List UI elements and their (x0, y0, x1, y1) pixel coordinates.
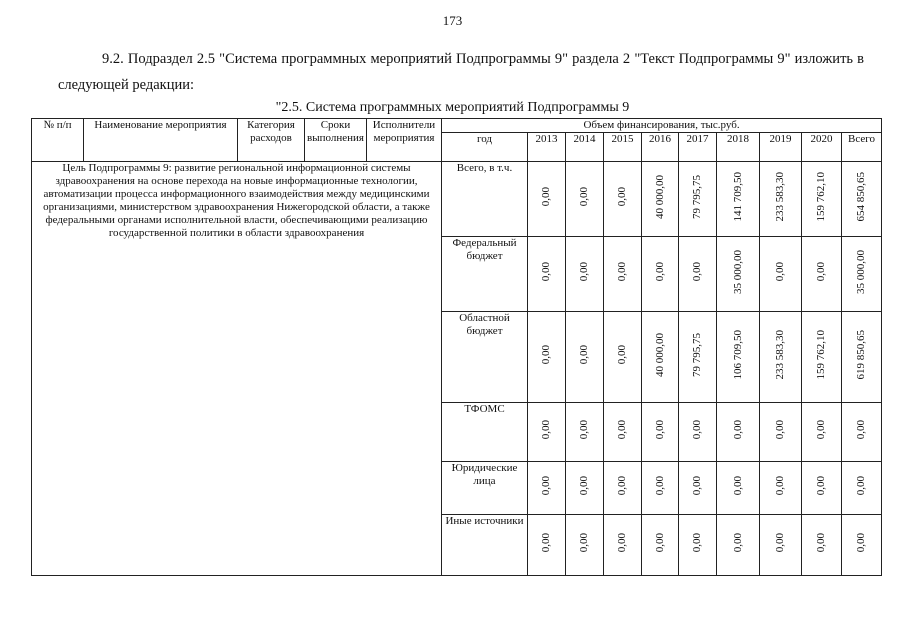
funding-source-label: Юридические лица (442, 462, 528, 515)
funding-value: 35 000,00 (731, 250, 744, 294)
funding-value: 0,00 (616, 476, 628, 496)
funding-value: 159 762,10 (815, 172, 827, 222)
program-activities-table (31, 118, 882, 576)
header-category: Категория расходов (238, 119, 305, 162)
header-terms: Сроки выполнения (305, 119, 367, 162)
header-year-5: 2018 (717, 133, 760, 162)
header-num: № п/п (32, 119, 84, 162)
funding-value: 0,00 (691, 476, 703, 496)
funding-value: 0,00 (653, 420, 666, 440)
header-executors: Исполнители мероприятия (367, 119, 442, 162)
funding-value: 0,00 (616, 420, 628, 440)
header-funding: Объем финансирования, тыс.руб. (442, 119, 882, 133)
funding-value: 0,00 (578, 262, 590, 282)
funding-value: 654 850,65 (855, 172, 868, 222)
header-name: Наименование мероприятия (84, 119, 238, 162)
funding-value: 619 850,65 (855, 330, 868, 380)
funding-value: 0,00 (815, 533, 827, 553)
funding-value: 0,00 (731, 420, 744, 440)
funding-value: 159 762,10 (815, 330, 827, 380)
funding-value: 35 000,00 (855, 250, 868, 294)
funding-value: 0,00 (815, 262, 827, 282)
funding-value: 0,00 (774, 533, 786, 553)
page-number: 173 (442, 13, 463, 28)
funding-value: 0,00 (616, 345, 628, 365)
funding-value: 0,00 (815, 476, 827, 496)
funding-value: 0,00 (578, 187, 590, 207)
funding-value: 0,00 (691, 533, 703, 553)
header-year-3: 2016 (642, 133, 679, 162)
funding-value: 0,00 (774, 420, 786, 440)
funding-value: 79 795,75 (691, 333, 703, 377)
funding-value: 0,00 (540, 533, 552, 553)
funding-value: 0,00 (731, 533, 744, 553)
funding-value: 40 000,00 (653, 333, 666, 377)
funding-value: 0,00 (731, 476, 744, 496)
header-year-7: 2020 (802, 133, 842, 162)
funding-value: 106 709,50 (731, 330, 744, 380)
goal-description: Цель Подпрограммы 9: развитие региональной информационной системы здравоохранения на основе перехода на новые информационные технологии, автоматизации процесса информационного взаимодействия между медицинскими организациями, министерством здравоохранения Нижегородской области, а также федеральными органами исполнительной власти, обеспечивающими реализацию государственной политики в области здравоохранения (32, 162, 442, 576)
funding-value: 0,00 (691, 262, 703, 282)
header-year-8: Всего (842, 133, 882, 162)
funding-value: 0,00 (540, 187, 552, 207)
funding-value: 0,00 (616, 533, 628, 553)
funding-source-label: Иные источники (442, 515, 528, 576)
funding-source-label: Федеральный бюджет (442, 237, 528, 312)
table-caption: "2.5. Система программных мероприятий Подпрограммы 9 (275, 100, 630, 115)
funding-value: 233 583,30 (774, 330, 786, 380)
funding-value: 0,00 (774, 262, 786, 282)
funding-value: 0,00 (578, 533, 590, 553)
funding-value: 0,00 (774, 476, 786, 496)
funding-source-label: ТФОМС (442, 403, 528, 462)
funding-value: 0,00 (616, 187, 628, 207)
funding-value: 0,00 (855, 533, 868, 553)
funding-source-label: Всего, в т.ч. (442, 162, 528, 237)
header-year-0: 2013 (528, 133, 566, 162)
funding-source-label: Областной бюджет (442, 312, 528, 403)
funding-value: 0,00 (616, 262, 628, 282)
funding-value: 0,00 (540, 345, 552, 365)
funding-value: 0,00 (540, 262, 552, 282)
funding-value: 0,00 (691, 420, 703, 440)
intro-paragraph: 9.2. Подраздел 2.5 "Система программных мероприятий Подпрограммы 9" раздела 2 "Текст Подпрограммы 9" изложить в следующей редакции: (58, 51, 864, 93)
funding-value: 141 709,50 (731, 172, 744, 222)
header-year-6: 2019 (760, 133, 802, 162)
header-year-4: 2017 (679, 133, 717, 162)
funding-value: 0,00 (540, 420, 552, 440)
funding-value: 0,00 (653, 262, 666, 282)
funding-value: 40 000,00 (653, 175, 666, 219)
funding-value: 0,00 (855, 476, 868, 496)
header-year-1: 2014 (566, 133, 604, 162)
funding-value: 0,00 (855, 420, 868, 440)
header-year-2: 2015 (604, 133, 642, 162)
funding-value: 0,00 (815, 420, 827, 440)
funding-value: 0,00 (578, 345, 590, 365)
funding-value: 0,00 (540, 476, 552, 496)
funding-value: 0,00 (653, 476, 666, 496)
header-year: год (442, 133, 528, 162)
funding-value: 79 795,75 (691, 175, 703, 219)
funding-value: 0,00 (578, 420, 590, 440)
funding-value: 0,00 (578, 476, 590, 496)
funding-value: 233 583,30 (774, 172, 786, 222)
funding-value: 0,00 (653, 533, 666, 553)
